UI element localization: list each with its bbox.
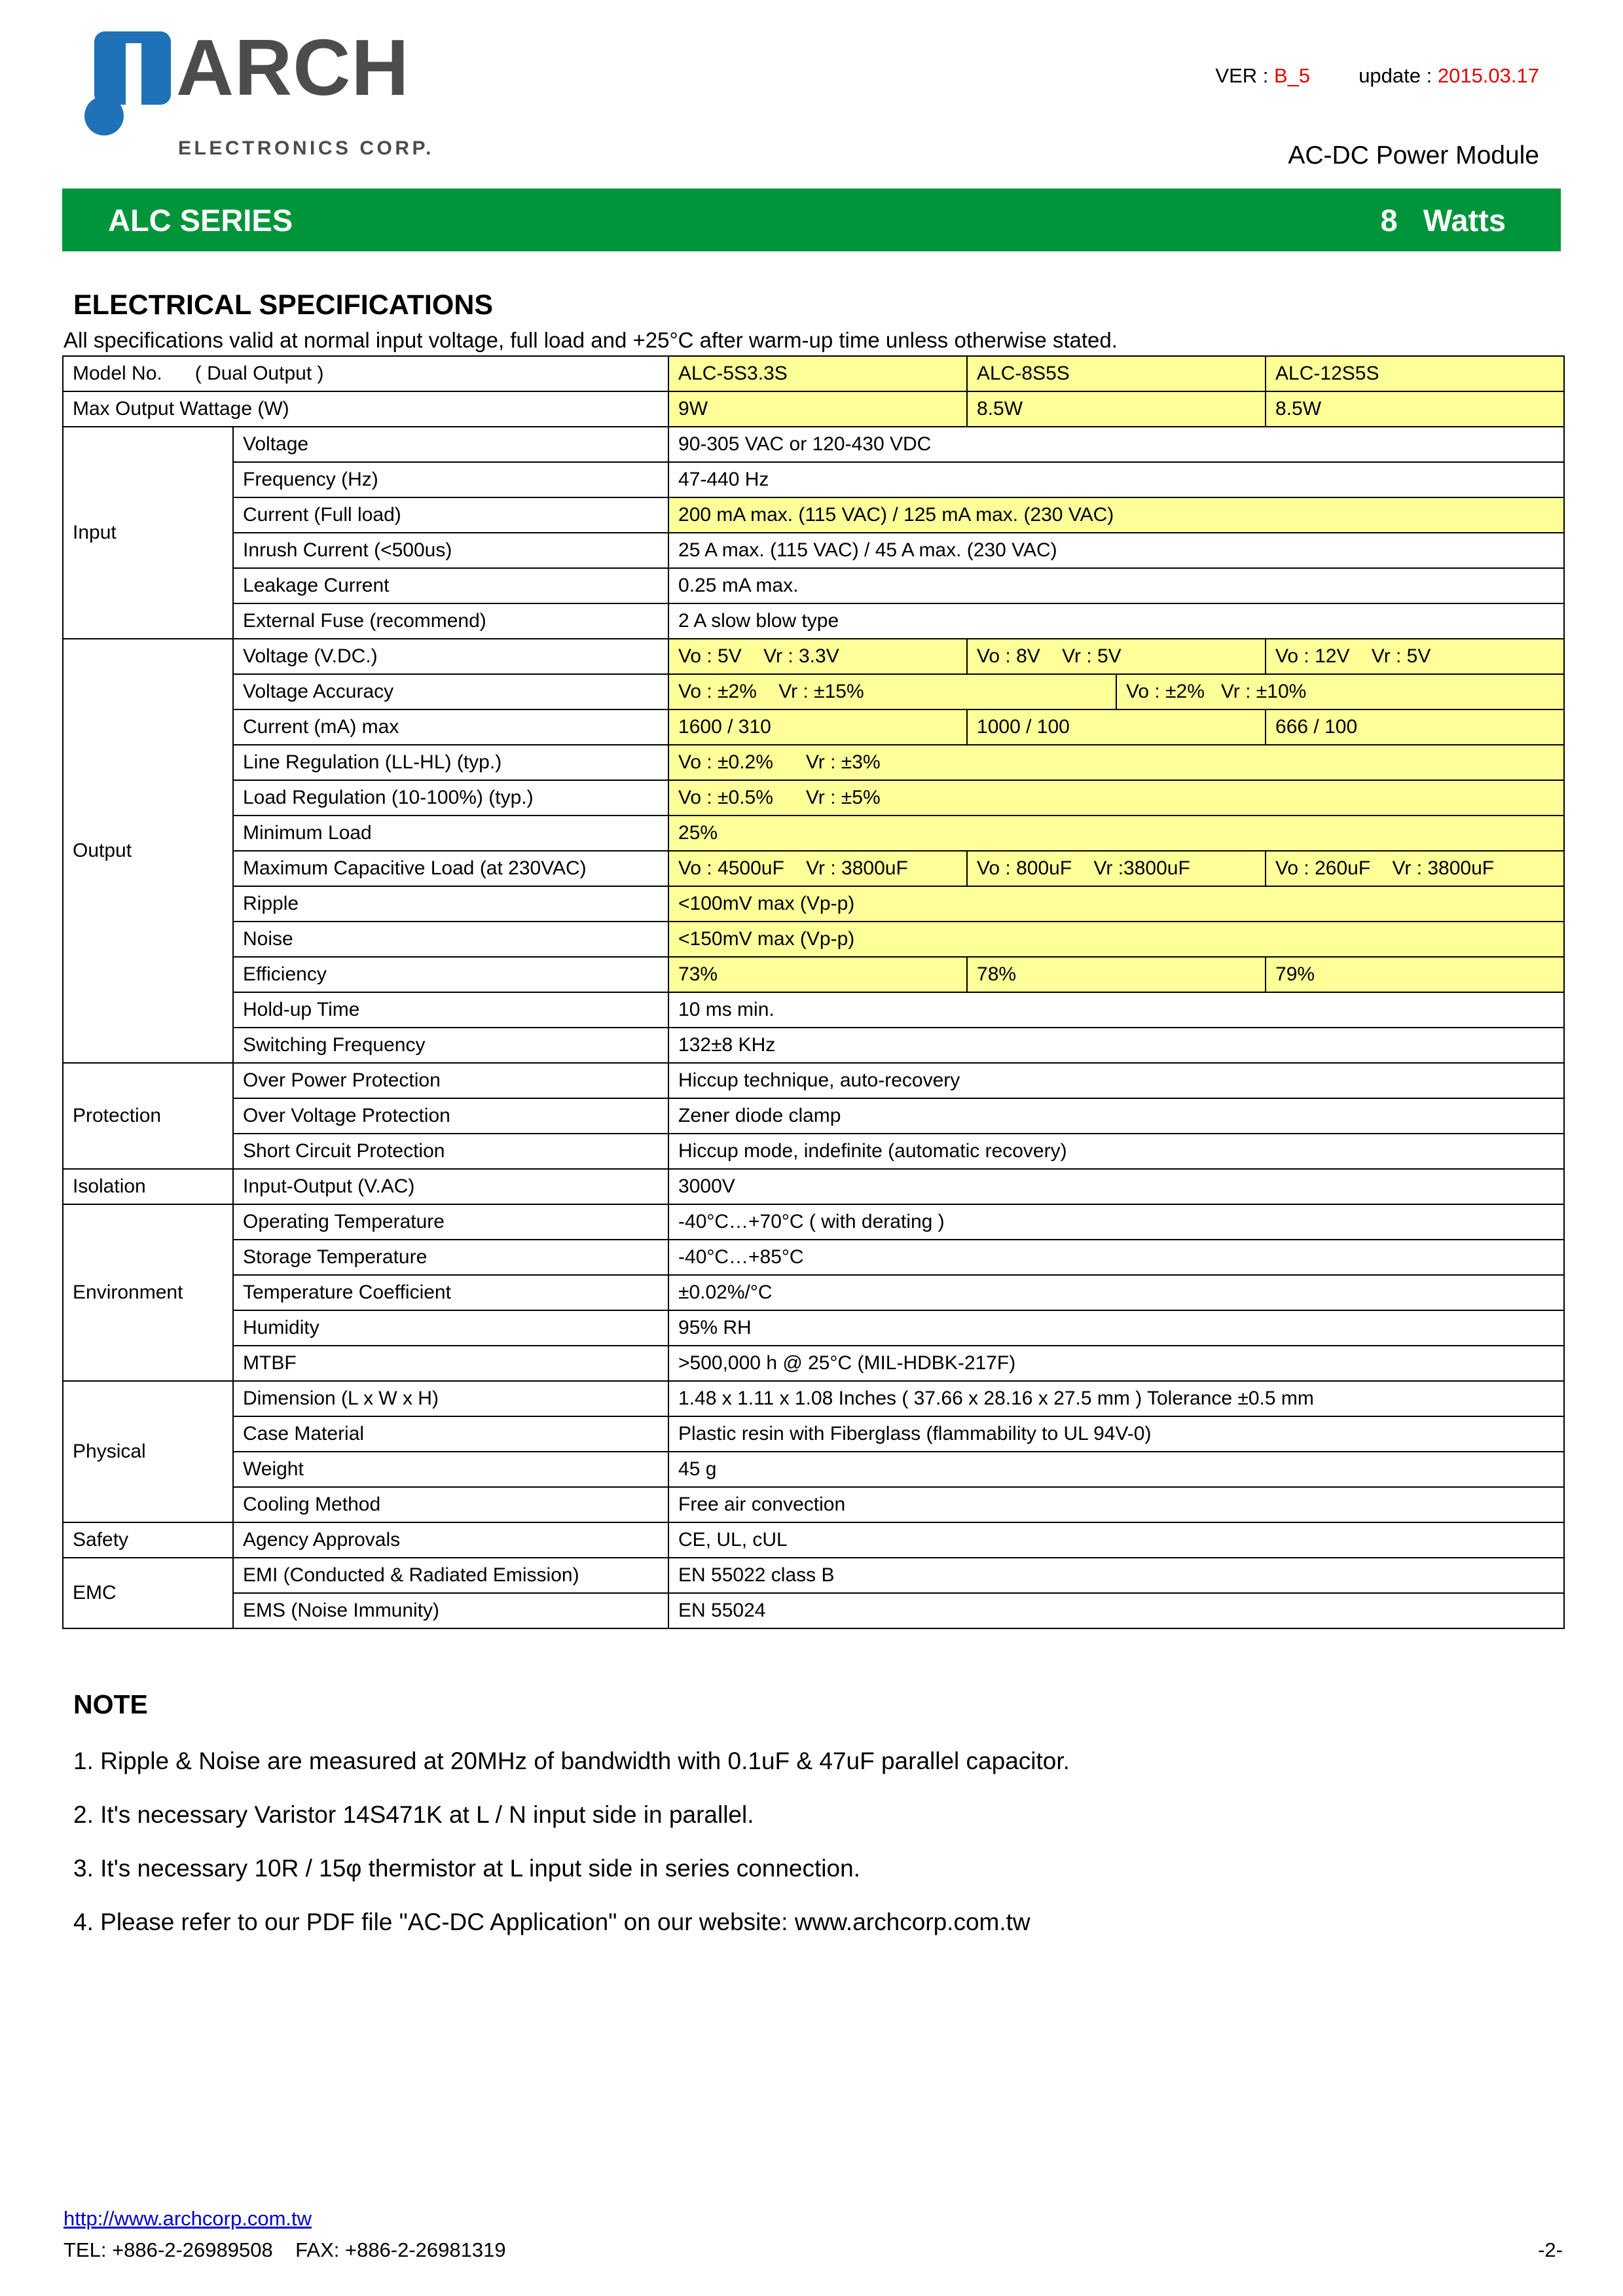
spec-table-row — [63, 1558, 1564, 1593]
spec-table-row — [63, 1204, 1564, 1240]
spec-table-row — [63, 427, 1564, 462]
header-right — [1171, 30, 1539, 170]
parameter-cell: MTBF — [233, 1346, 668, 1381]
parameter-cell: EMI (Conducted & Radiated Emission) — [233, 1558, 668, 1593]
value-cell: ALC-12S5S — [1266, 356, 1564, 391]
spec-table-row — [63, 816, 1564, 851]
value-cell: 73% — [668, 957, 967, 992]
value-cell: 25 A max. (115 VAC) / 45 A max. (230 VAC) — [668, 533, 1564, 568]
value-cell: 1000 / 100 — [967, 709, 1266, 745]
parameter-cell: Hold-up Time — [233, 992, 668, 1028]
spec-table-row — [63, 1098, 1564, 1134]
parameter-cell: Max Output Wattage (W) — [63, 391, 668, 427]
parameter-cell: Load Regulation (10-100%) (typ.) — [233, 780, 668, 816]
value-cell: Vo : 4500uF Vr : 3800uF — [668, 851, 967, 886]
spec-table-row — [63, 1487, 1564, 1522]
arch-logo — [84, 23, 434, 170]
value-cell: 10 ms min. — [668, 992, 1564, 1028]
value-cell: -40°C…+70°C ( with derating ) — [668, 1204, 1564, 1240]
spec-table-row — [63, 851, 1564, 886]
spec-table-row — [63, 1275, 1564, 1310]
parameter-cell: Operating Temperature — [233, 1204, 668, 1240]
value-cell: 132±8 KHz — [668, 1028, 1564, 1063]
category-cell: Protection — [63, 1063, 233, 1169]
value-cell: Vo : 12V Vr : 5V — [1266, 639, 1564, 674]
spec-table-row — [63, 709, 1564, 745]
parameter-cell: Current (Full load) — [233, 497, 668, 533]
note-item: 2. It's necessary Varistor 14S471K at L / N input side in parallel. — [73, 1801, 754, 1828]
spec-table-row — [63, 1522, 1564, 1558]
value-cell: 1.48 x 1.11 x 1.08 Inches ( 37.66 x 28.16 x 27.5 mm ) Tolerance ±0.5 mm — [668, 1381, 1564, 1416]
parameter-cell: Noise — [233, 922, 668, 957]
category-cell: Isolation — [63, 1169, 233, 1204]
value-cell: Vo : 8V Vr : 5V — [967, 639, 1266, 674]
value-cell: >500,000 h @ 25°C (MIL-HDBK-217F) — [668, 1346, 1564, 1381]
spec-table-body — [63, 356, 1564, 1628]
value-cell: Plastic resin with Fiberglass (flammability to UL 94V-0) — [668, 1416, 1564, 1452]
category-cell: Physical — [63, 1381, 233, 1522]
website-link[interactable]: http://www.archcorp.com.tw — [64, 2207, 312, 2230]
value-cell: 45 g — [668, 1452, 1564, 1487]
spec-table-row — [63, 780, 1564, 816]
page-number: -2- — [1538, 2238, 1563, 2261]
spec-table-row — [63, 957, 1564, 992]
spec-table-row — [63, 1134, 1564, 1169]
value-cell: Vo : ±0.2% Vr : ±3% — [668, 745, 1564, 780]
spec-intro: All specifications valid at normal input voltage, full load and +25°C after warm-up time unless otherwise stated. — [64, 328, 1118, 352]
parameter-cell: Agency Approvals — [233, 1522, 668, 1558]
page-footer — [0, 2207, 1623, 2296]
series-name: ALC SERIES — [108, 202, 293, 238]
parameter-cell: Maximum Capacitive Load (at 230VAC) — [233, 851, 668, 886]
note-item: 1. Ripple & Noise are measured at 20MHz of bandwidth with 0.1uF & 47uF parallel capacitor. — [73, 1748, 1070, 1774]
parameter-cell: Weight — [233, 1452, 668, 1487]
module-type-title: AC-DC Power Module — [1288, 141, 1539, 170]
value-cell: EN 55022 class B — [668, 1558, 1564, 1593]
value-cell: 90-305 VAC or 120-430 VDC — [668, 427, 1564, 462]
value-cell: 666 / 100 — [1266, 709, 1564, 745]
value-cell: Hiccup mode, indefinite (automatic recovery) — [668, 1134, 1564, 1169]
spec-table-row — [63, 1452, 1564, 1487]
update-date: 2015.03.17 — [1437, 64, 1539, 87]
note-section — [73, 1689, 1623, 1962]
value-cell: 8.5W — [967, 391, 1266, 427]
parameter-cell: Voltage — [233, 427, 668, 462]
spec-table-row — [63, 992, 1564, 1028]
value-cell: Vo : 260uF Vr : 3800uF — [1266, 851, 1564, 886]
spec-table-row — [63, 1381, 1564, 1416]
value-cell: 95% RH — [668, 1310, 1564, 1346]
tel-fax: TEL: +886-2-26989508 FAX: +886-2-26981319 — [64, 2238, 506, 2261]
series-banner — [62, 188, 1561, 251]
version-line — [1171, 41, 1539, 111]
value-cell: 79% — [1266, 957, 1564, 992]
parameter-cell: Over Voltage Protection — [233, 1098, 668, 1134]
value-cell: Free air convection — [668, 1487, 1564, 1522]
series-watts: 8 Watts — [1380, 202, 1506, 238]
version-value: B_5 — [1274, 64, 1311, 87]
spec-table-row — [63, 639, 1564, 674]
value-cell: Vo : 5V Vr : 3.3V — [668, 639, 967, 674]
value-cell: <100mV max (Vp-p) — [668, 886, 1564, 922]
parameter-cell: Ripple — [233, 886, 668, 922]
parameter-cell: External Fuse (recommend) — [233, 603, 668, 639]
category-cell: Output — [63, 639, 233, 1063]
spec-table-row — [63, 886, 1564, 922]
spec-section-title: ELECTRICAL SPECIFICATIONS — [73, 289, 494, 321]
value-cell: 78% — [967, 957, 1266, 992]
spec-table-row — [63, 603, 1564, 639]
value-cell: 2 A slow blow type — [668, 603, 1564, 639]
parameter-cell: Storage Temperature — [233, 1240, 668, 1275]
spec-table-row — [63, 1346, 1564, 1381]
value-cell: 9W — [668, 391, 967, 427]
parameter-cell: Voltage Accuracy — [233, 674, 668, 709]
value-cell: Vo : ±2% Vr : ±15% — [668, 674, 1116, 709]
parameter-cell: Efficiency — [233, 957, 668, 992]
parameter-cell: Case Material — [233, 1416, 668, 1452]
value-cell: -40°C…+85°C — [668, 1240, 1564, 1275]
spec-table-row — [63, 356, 1564, 391]
value-cell: CE, UL, cUL — [668, 1522, 1564, 1558]
category-cell: EMC — [63, 1558, 233, 1628]
parameter-cell: Short Circuit Protection — [233, 1134, 668, 1169]
value-cell: 1600 / 310 — [668, 709, 967, 745]
parameter-cell: Current (mA) max — [233, 709, 668, 745]
spec-table — [62, 355, 1565, 1629]
spec-table-row — [63, 745, 1564, 780]
logo-subtitle: ELECTRONICS CORP. — [178, 137, 434, 159]
value-cell: 8.5W — [1266, 391, 1564, 427]
value-cell: Zener diode clamp — [668, 1098, 1564, 1134]
parameter-cell: Leakage Current — [233, 568, 668, 603]
parameter-cell: Switching Frequency — [233, 1028, 668, 1063]
value-cell: 200 mA max. (115 VAC) / 125 mA max. (230 VAC) — [668, 497, 1564, 533]
spec-table-row — [63, 1240, 1564, 1275]
parameter-cell: EMS (Noise Immunity) — [233, 1593, 668, 1628]
parameter-cell: Humidity — [233, 1310, 668, 1346]
spec-table-row — [63, 1063, 1564, 1098]
update-label: update : — [1359, 64, 1438, 87]
parameter-cell: Line Regulation (LL-HL) (typ.) — [233, 745, 668, 780]
spec-table-row — [63, 533, 1564, 568]
value-cell: Vo : ±0.5% Vr : ±5% — [668, 780, 1564, 816]
arch-logo-icon — [84, 30, 172, 137]
spec-table-row — [63, 1593, 1564, 1628]
spec-table-row — [63, 1169, 1564, 1204]
note-item: 4. Please refer to our PDF file "AC-DC Application" on our website: www.archcorp.com.tw — [73, 1909, 1030, 1935]
spec-table-row — [63, 674, 1564, 709]
note-title: NOTE — [73, 1689, 148, 1719]
value-cell: 47-440 Hz — [668, 462, 1564, 497]
parameter-cell: Frequency (Hz) — [233, 462, 668, 497]
value-cell: Vo : 800uF Vr :3800uF — [967, 851, 1266, 886]
version-label: VER : — [1215, 64, 1275, 87]
parameter-cell: Model No. ( Dual Output ) — [63, 356, 668, 391]
spec-table-row — [63, 391, 1564, 427]
value-cell: 3000V — [668, 1169, 1564, 1204]
value-cell: Hiccup technique, auto-recovery — [668, 1063, 1564, 1098]
note-item: 3. It's necessary 10R / 15φ thermistor at L input side in series connection. — [73, 1855, 860, 1882]
category-cell: Environment — [63, 1204, 233, 1381]
parameter-cell: Dimension (L x W x H) — [233, 1381, 668, 1416]
category-cell: Input — [63, 427, 233, 639]
logo-name: ARCH — [176, 23, 410, 112]
spec-table-row — [63, 1310, 1564, 1346]
value-cell: ALC-5S3.3S — [668, 356, 967, 391]
value-cell: 0.25 mA max. — [668, 568, 1564, 603]
spec-table-row — [63, 922, 1564, 957]
spec-table-row — [63, 1028, 1564, 1063]
value-cell: ALC-8S5S — [967, 356, 1266, 391]
spec-table-row — [63, 1416, 1564, 1452]
spec-table-row — [63, 568, 1564, 603]
value-cell: 25% — [668, 816, 1564, 851]
parameter-cell: Input-Output (V.AC) — [233, 1169, 668, 1204]
category-cell: Safety — [63, 1522, 233, 1558]
spec-table-row — [63, 462, 1564, 497]
parameter-cell: Cooling Method — [233, 1487, 668, 1522]
page-header — [0, 0, 1623, 170]
value-cell: <150mV max (Vp-p) — [668, 922, 1564, 957]
value-cell: EN 55024 — [668, 1593, 1564, 1628]
spec-table-row — [63, 497, 1564, 533]
parameter-cell: Voltage (V.DC.) — [233, 639, 668, 674]
parameter-cell: Inrush Current (<500us) — [233, 533, 668, 568]
parameter-cell: Temperature Coefficient — [233, 1275, 668, 1310]
parameter-cell: Minimum Load — [233, 816, 668, 851]
value-cell: Vo : ±2% Vr : ±10% — [1116, 674, 1564, 709]
parameter-cell: Over Power Protection — [233, 1063, 668, 1098]
value-cell: ±0.02%/°C — [668, 1275, 1564, 1310]
